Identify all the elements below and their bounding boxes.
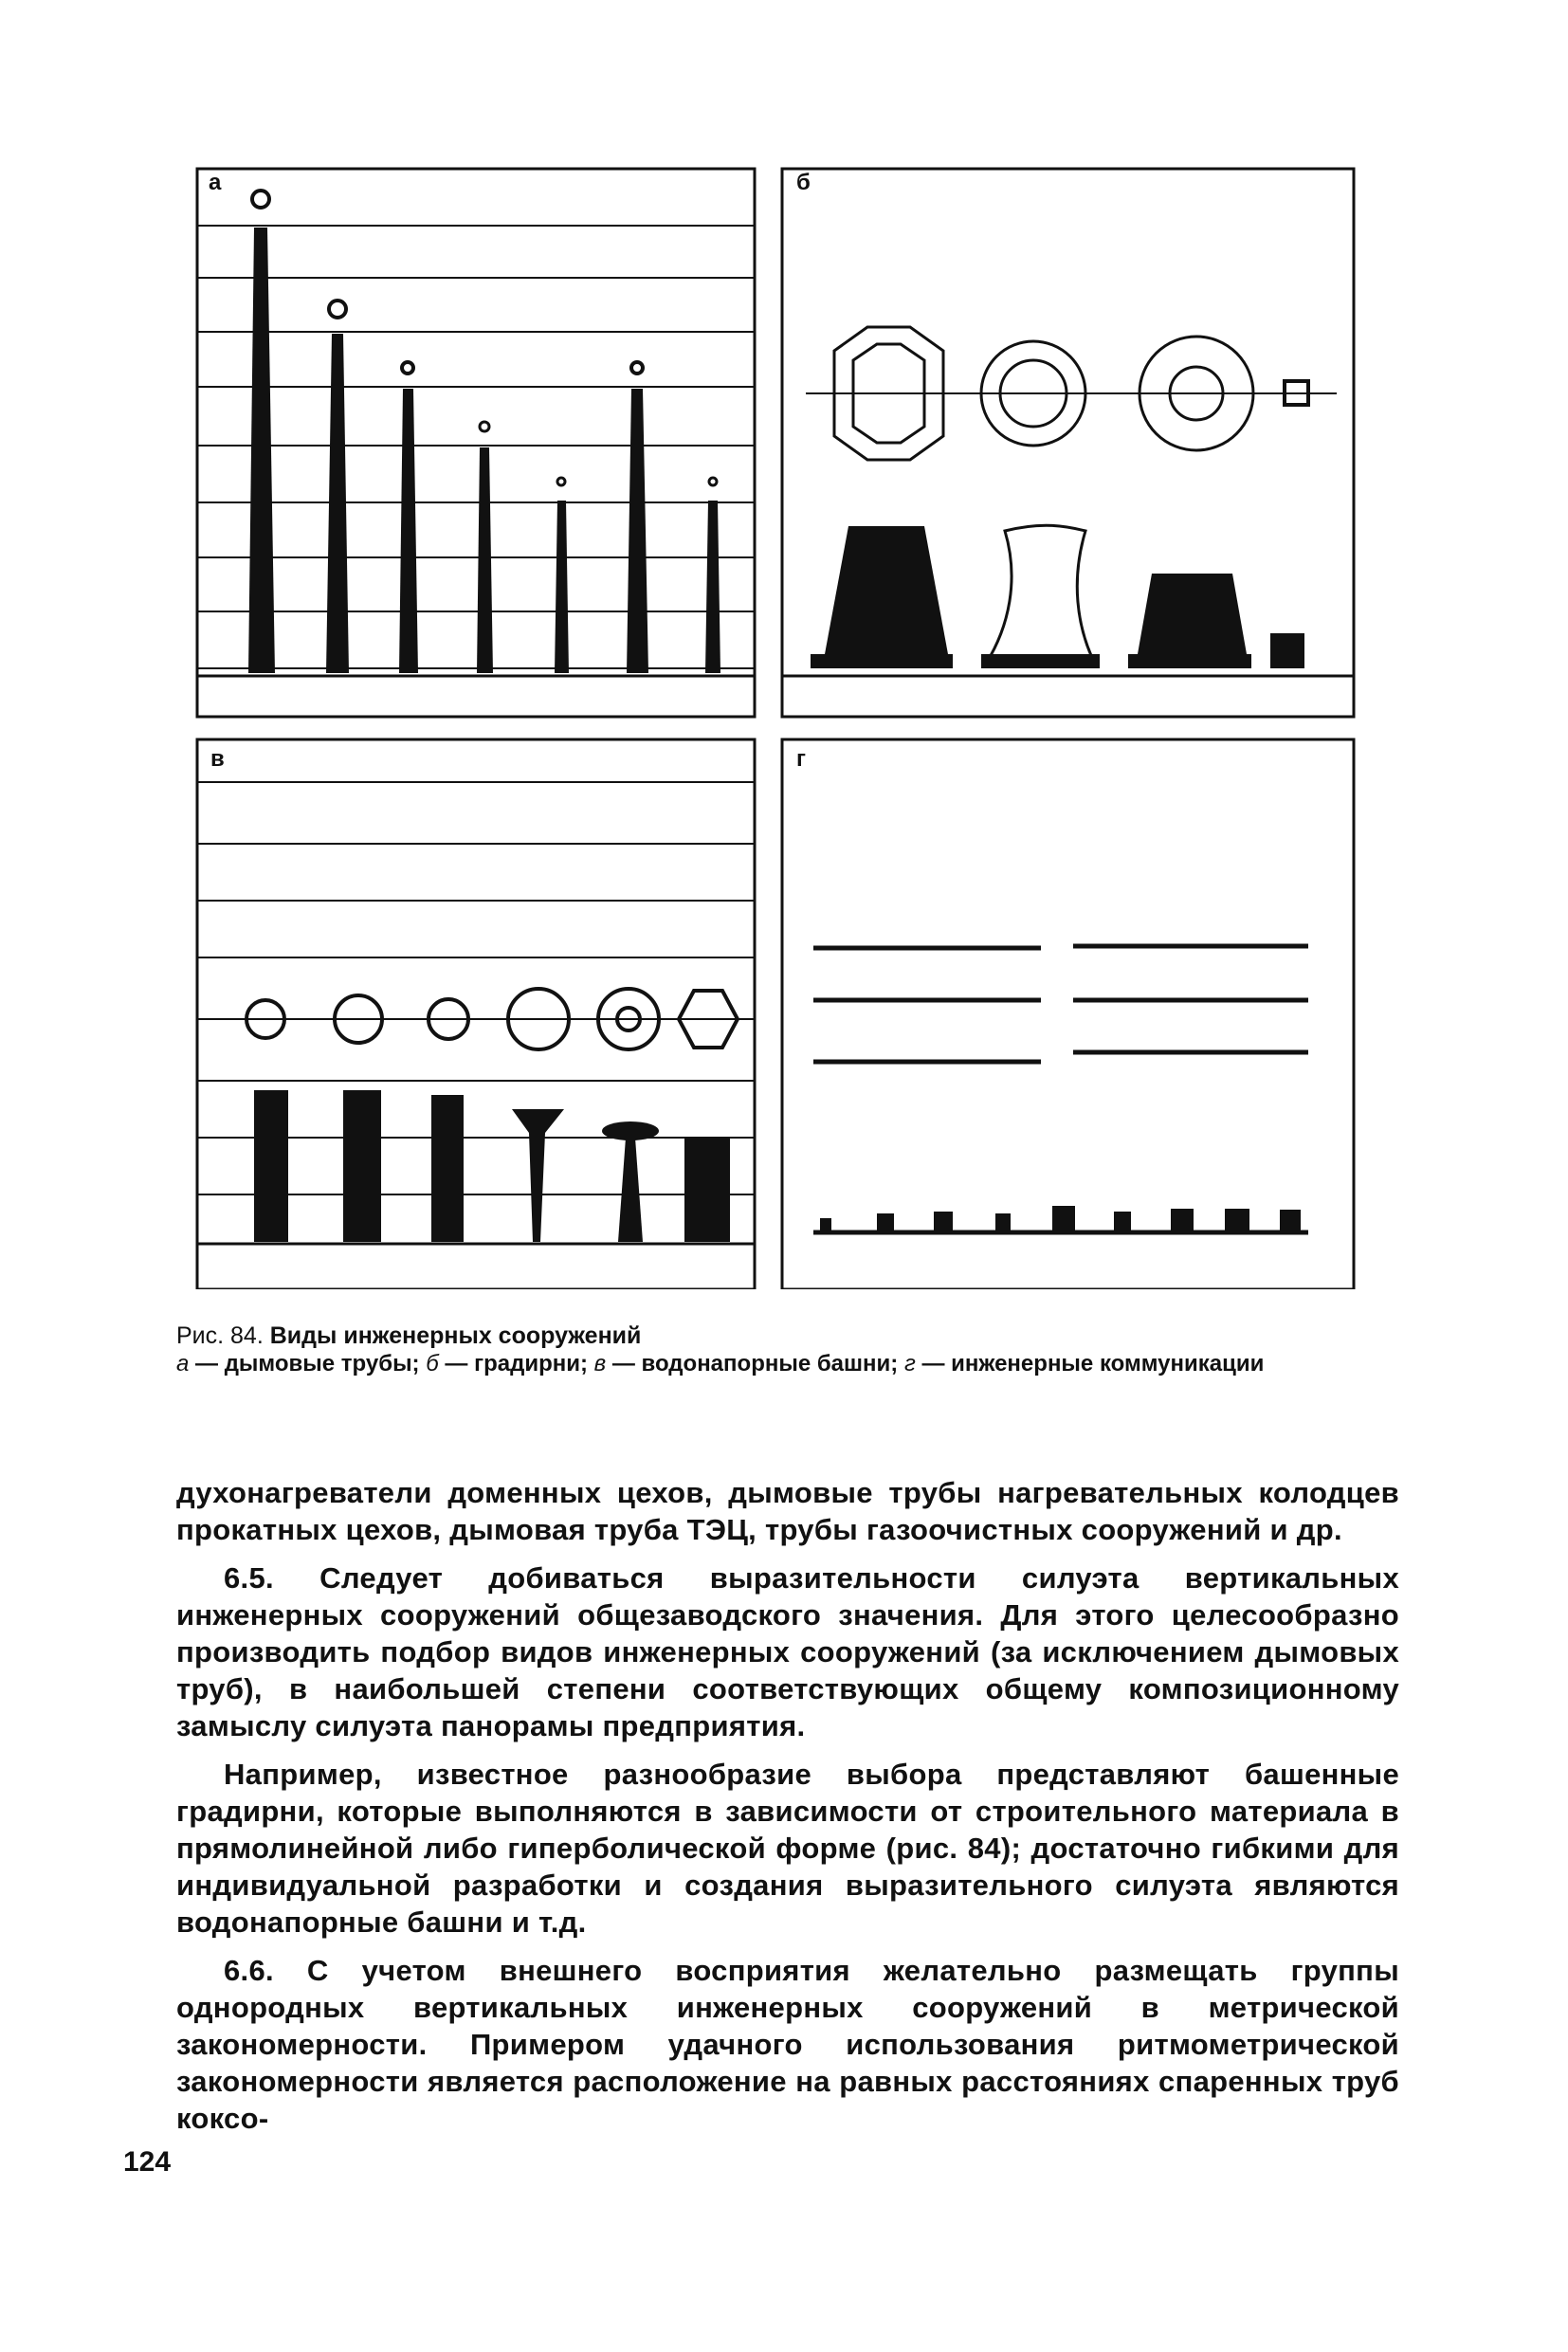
paragraph-6-5-text: Следует добиваться выразительности силуэта вертикальных инженерных сооружений общезаводского значения. Для этого целесообразно производить подбор видов инженерных сооружений (за исключением дымовых труб), в наибольшей степени соответствующих общему композиционному замыслу силуэта панорамы предприятия.	[176, 1561, 1399, 1742]
panel-b-label: б	[796, 170, 811, 195]
legend-v: — водонапорные башни;	[611, 1351, 899, 1377]
panel-b-cooling-towers	[782, 169, 1354, 717]
legend-b-letter: б	[426, 1351, 439, 1377]
legend-v-letter: в	[593, 1351, 607, 1377]
panel-g-label: г	[796, 746, 806, 772]
caption-number: Рис. 84.	[176, 1322, 264, 1349]
paragraph-6-5	[176, 1559, 1399, 1744]
page-number: 124	[123, 2146, 172, 2178]
paragraph-1: духонагреватели доменных цехов, дымовые трубы нагревательных колодцев прокатных цехов, дымовая труба ТЭЦ, трубы газоочистных сооружений и др.	[176, 1476, 1399, 1546]
panel-v-label: в	[210, 746, 225, 772]
section-number-6-6: 6.6.	[224, 1954, 274, 1987]
legend-b: — градирни;	[445, 1351, 588, 1377]
body-text	[176, 1474, 1399, 2148]
legend-a-letter: а	[176, 1351, 190, 1377]
legend-g: — инженерные коммуникации	[921, 1351, 1265, 1377]
legend-a: — дымовые трубы;	[195, 1351, 420, 1377]
caption-legend	[176, 1350, 1409, 1377]
panel-a-chimneys	[197, 169, 755, 717]
panel-g-utilities	[782, 739, 1354, 1289]
panel-v-water-towers	[197, 739, 755, 1289]
paragraph-6-6-text: С учетом внешнего восприятия желательно размещать группы однородных вертикальных инженерных сооружений в метрической закономерности. Примером удачного использования ритмометрической закономерности является расположение на равных расстояниях спаренных труб коксо-	[176, 1954, 1399, 2135]
section-number-6-5: 6.5.	[224, 1561, 274, 1595]
panel-a-label: а	[209, 170, 222, 195]
paragraph-3: Например, известное разнообразие выбора представляют башенные градирни, которые выполняются в зависимости от строительного материала в прямолинейной либо гиперболической форме (рис. 84); достаточно гибкими для индивидуальной разработки и создания выразительного силуэта являются водонапорные башни и т.д.	[176, 1758, 1399, 1939]
legend-g-letter: г	[903, 1351, 916, 1377]
caption-title: Виды инженерных сооружений	[269, 1322, 642, 1349]
figure-caption	[176, 1322, 1409, 1377]
paragraph-6-6	[176, 1952, 1399, 2137]
